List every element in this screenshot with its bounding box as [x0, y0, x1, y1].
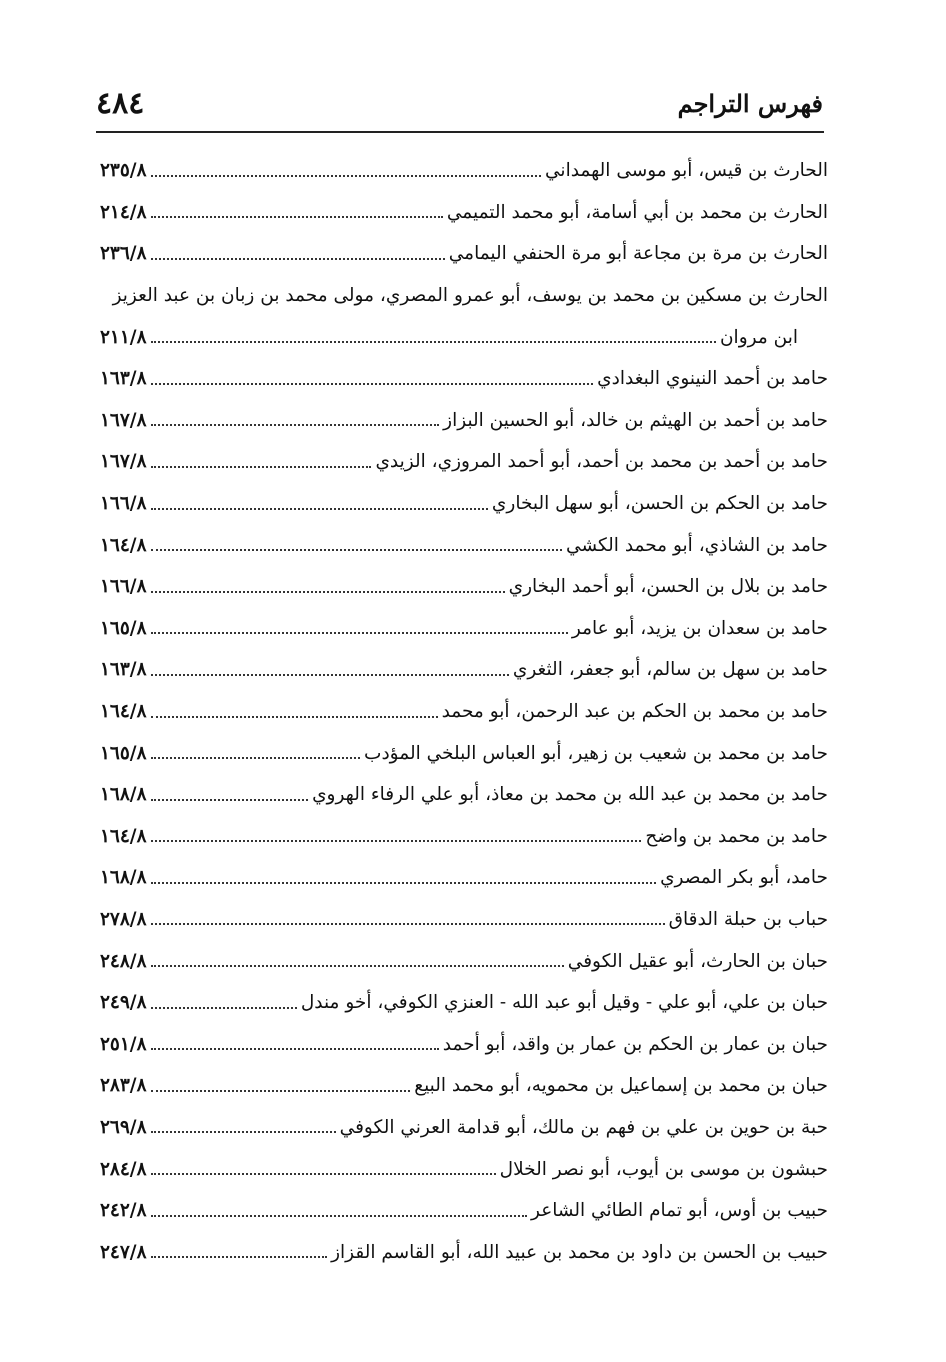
- index-entry: [100, 774, 828, 816]
- entry-reference: ٢١٤/٨: [100, 201, 147, 223]
- entry-name: الحارث بن مرة بن مجاعة أبو مرة الحنفي اليمامي: [448, 243, 828, 265]
- entry-name: حامد، أبو بكر المصري: [660, 867, 828, 889]
- index-entry: [100, 1023, 828, 1065]
- index-entry: [100, 940, 828, 982]
- entry-reference: ٢٤٢/٨: [100, 1200, 147, 1222]
- dot-leader: [151, 466, 372, 468]
- index-entry: [100, 899, 828, 941]
- index-entry: [100, 566, 828, 608]
- entry-name: حبان بن علي، أبو علي - وقيل أبو عبد الله - العنزي الكوفي، أخو مندل: [300, 992, 828, 1014]
- dot-leader: [151, 1256, 328, 1258]
- dot-leader: [151, 424, 440, 426]
- entry-name: حبشون بن موسى بن أيوب، أبو نصر الخلال: [499, 1158, 828, 1180]
- entry-name: حبة بن حوين بن علي بن فهم بن مالك، أبو قدامة العرني الكوفي: [339, 1116, 828, 1138]
- index-entry: [100, 1107, 828, 1149]
- dot-leader: [151, 341, 716, 343]
- index-entry: [100, 150, 828, 192]
- index-entry: [100, 982, 828, 1024]
- dot-leader: [151, 674, 509, 676]
- dot-leader: [151, 1131, 336, 1133]
- entry-name: حامد بن أحمد بن محمد بن أحمد، أبو أحمد المروزي، الزيدي: [375, 451, 828, 473]
- entry-name: الحارث بن قيس، أبو موسى الهمداني: [545, 160, 828, 182]
- dot-leader: [151, 799, 309, 801]
- entry-name: ابن مروان: [719, 326, 798, 348]
- entry-name: الحارث بن مسكين بن محمد بن يوسف، أبو عمرو المصري، مولى محمد بن زبان بن عبد العزيز: [112, 285, 828, 307]
- index-entry: [100, 691, 828, 733]
- entry-reference: ١٦٨/٨: [100, 867, 147, 889]
- running-title: فهرس التراجم: [677, 89, 823, 118]
- entry-reference: ١٦٨/٨: [100, 784, 147, 806]
- entry-reference: ٢٨٣/٨: [100, 1075, 147, 1097]
- entry-name: حبان بن الحارث، أبو عقيل الكوفي: [567, 950, 828, 972]
- dot-leader: [151, 923, 665, 925]
- dot-leader: [151, 1173, 496, 1175]
- entry-name: حامد بن سعدان بن يزيد، أبو عامر: [571, 617, 828, 639]
- index-entry: [100, 1065, 828, 1107]
- index-entry: [100, 732, 828, 774]
- index-entry: [100, 1148, 828, 1190]
- dot-leader: [151, 591, 505, 593]
- entry-name: حباب بن حبلة الدقاق: [668, 908, 828, 930]
- index-entry: [100, 233, 828, 275]
- index-entry: [100, 275, 828, 317]
- entry-reference: ٢٤٧/٨: [100, 1241, 147, 1263]
- page-header: [96, 78, 823, 124]
- dot-leader: [151, 508, 488, 510]
- entry-reference: ١٦٤/٨: [100, 534, 147, 556]
- index-entry: [100, 816, 828, 858]
- entry-name: حامد بن سهل بن سالم، أبو جعفر، الثغري: [512, 659, 828, 681]
- entry-reference: ١٦٥/٨: [100, 742, 147, 764]
- dot-leader: [151, 840, 642, 842]
- index-entry: [100, 1190, 828, 1232]
- entry-name: حامد بن أحمد النينوي البغدادي: [597, 368, 828, 390]
- dot-leader: [151, 549, 563, 551]
- entry-reference: ٢٣٥/٨: [100, 160, 147, 182]
- index-entry: [100, 400, 828, 442]
- index-entry: [100, 524, 828, 566]
- entry-name: حامد بن أحمد بن الهيثم بن خالد، أبو الحسين البزاز: [443, 409, 828, 431]
- entry-name: حامد بن محمد بن واضح: [645, 825, 828, 847]
- entry-reference: ٢٤٨/٨: [100, 950, 147, 972]
- entry-name: حامد بن بلال بن الحسن، أبو أحمد البخاري: [508, 576, 828, 598]
- entry-name: حامد بن محمد بن عبد الله بن محمد بن معاذ، أبو علي الرفاء الهروي: [312, 784, 828, 806]
- entry-reference: ١٦٤/٨: [100, 701, 147, 723]
- index-entry-continuation: [100, 316, 828, 358]
- index-entry: [100, 608, 828, 650]
- dot-leader: [151, 632, 568, 634]
- dot-leader: [151, 1090, 411, 1092]
- entry-name: حامد بن الشاذي، أبو محمد الكشي: [566, 534, 828, 556]
- entry-reference: ١٦٦/٨: [100, 576, 147, 598]
- entry-reference: ٢٨٤/٨: [100, 1158, 147, 1180]
- page-number: ٤٨٤: [96, 86, 145, 121]
- entry-name: حبيب بن الحسن بن داود بن محمد بن عبيد الله، أبو القاسم القزاز: [331, 1241, 828, 1263]
- dot-leader: [151, 1007, 297, 1009]
- index-entry: [100, 649, 828, 691]
- dot-leader: [151, 1215, 527, 1217]
- dot-leader: [151, 965, 564, 967]
- entry-reference: ١٦٦/٨: [100, 493, 147, 515]
- entry-reference: ١٦٣/٨: [100, 368, 147, 390]
- entry-name: حبان بن عمار بن الحكم بن عمار بن واقد، أبو أحمد: [442, 1033, 828, 1055]
- entry-name: الحارث بن محمد بن أبي أسامة، أبو محمد التميمي: [446, 201, 828, 223]
- entry-reference: ١٦٥/٨: [100, 617, 147, 639]
- entry-reference: ٢٣٦/٨: [100, 243, 147, 265]
- index-entry: [100, 192, 828, 234]
- dot-leader: [151, 1048, 439, 1050]
- entry-reference: ١٦٤/٨: [100, 825, 147, 847]
- index-entry: [100, 358, 828, 400]
- dot-leader: [151, 175, 542, 177]
- entry-reference: ٢٧٨/٨: [100, 908, 147, 930]
- entry-reference: ٢٦٩/٨: [100, 1116, 147, 1138]
- index-entry: [100, 483, 828, 525]
- index-entry: [100, 441, 828, 483]
- header-rule: [96, 131, 824, 133]
- entry-reference: ٢٤٩/٨: [100, 992, 147, 1014]
- entry-reference: ١٦٧/٨: [100, 409, 147, 431]
- dot-leader: [151, 258, 445, 260]
- entry-name: حامد بن محمد بن شعيب بن زهير، أبو العباس البلخي المؤدب: [364, 742, 828, 764]
- index-entries: [100, 150, 828, 1273]
- dot-leader: [151, 716, 438, 718]
- entry-name: حبان بن محمد بن إسماعيل بن محمويه، أبو محمد البيع: [414, 1075, 828, 1097]
- entry-reference: ٢١١/٨: [100, 326, 147, 348]
- dot-leader: [151, 757, 361, 759]
- index-entry: [100, 1231, 828, 1273]
- dot-leader: [151, 882, 657, 884]
- entry-reference: ١٦٧/٨: [100, 451, 147, 473]
- entry-name: حامد بن الحكم بن الحسن، أبو سهل البخاري: [491, 493, 828, 515]
- entry-name: حامد بن محمد بن الحكم بن عبد الرحمن، أبو محمد: [441, 701, 828, 723]
- index-entry: [100, 857, 828, 899]
- entry-reference: ١٦٣/٨: [100, 659, 147, 681]
- dot-leader: [151, 383, 594, 385]
- entry-reference: ٢٥١/٨: [100, 1033, 147, 1055]
- entry-name: حبيب بن أوس، أبو تمام الطائي الشاعر: [530, 1200, 828, 1222]
- dot-leader: [151, 216, 443, 218]
